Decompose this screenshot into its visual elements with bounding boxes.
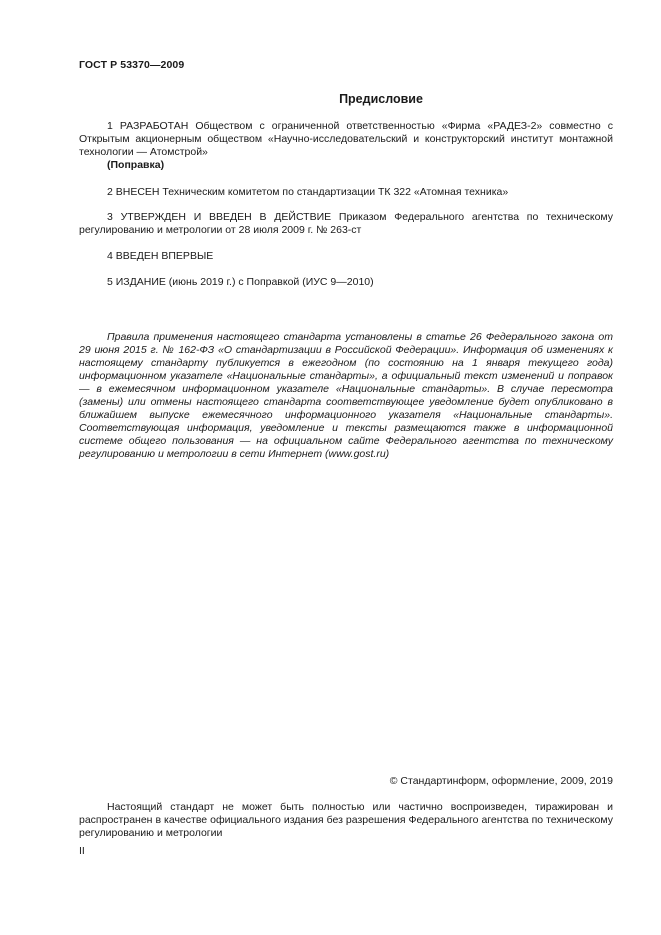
foreword-item-text: 5 ИЗДАНИЕ (июнь 2019 г.) с Поправкой (ИУС 9—2010)	[107, 276, 374, 288]
copyright-line: © Стандартинформ, оформление, 2009, 2019	[389, 775, 613, 787]
amendment-note: (Поправка)	[107, 159, 165, 171]
foreword-item-text: 2 ВНЕСЕН Техническим комитетом по стандартизации ТК 322 «Атомная техника»	[107, 186, 509, 198]
foreword-item-3	[79, 211, 613, 237]
page-title: Предисловие	[339, 92, 423, 106]
foreword-item-2	[79, 186, 613, 199]
page-number: II	[79, 845, 85, 857]
foreword-item-4	[79, 250, 613, 263]
foreword-item-text: 3 УТВЕРЖДЕН И ВВЕДЕН В ДЕЙСТВИЕ Приказом Федерального агентства по техническому регулированию и метрологии от 28 июля 2009 г. № 263-ст	[79, 211, 613, 236]
foreword-item-text: 4 ВВЕДЕН ВПЕРВЫЕ	[107, 250, 214, 262]
foreword-item-text: 1 РАЗРАБОТАН Обществом с ограниченной ответственностью «Фирма «РАДЕЗ-2» совместно с Открытым акционерным обществом «Научно-исследовательский и конструкторский институт монтажной технологии — Атомстрой»	[79, 120, 613, 158]
foreword-item-1	[79, 120, 613, 172]
standard-code: ГОСТ Р 53370—2009	[79, 59, 185, 71]
application-rules-paragraph: Правила применения настоящего стандарта установлены в статье 26 Федерального закона от 29 июня 2015 г. № 162-ФЗ «О стандартизации в Российской Федерации». Информация об изменениях к настоящему стандарту публикуется в ежегодном (по состоянию на 1 января текущего года) информационном указателе «Национальные стандарты», а официальный текст изменений и поправок — в ежемесячном информационном указателе «Национальные стандарты». В случае пересмотра (замены) или отмены настоящего стандарта соответствующее уведомление будет опубликовано в ближайшем выпуске ежемесячного информационного указателя «Национальные стандарты». Соответствующая информация, уведомление и тексты размещаются также в информационной системе общего пользования — на официальном сайте Федерального агентства по техническому регулированию и метрологии в сети Интернет (www.gost.ru)	[79, 331, 613, 460]
legal-notice: Настоящий стандарт не может быть полностью или частично воспроизведен, тиражирован и распространен в качестве официального издания без разрешения Федерального агентства по техническому регулированию и метрологии	[79, 801, 613, 839]
foreword-item-5	[79, 276, 613, 289]
